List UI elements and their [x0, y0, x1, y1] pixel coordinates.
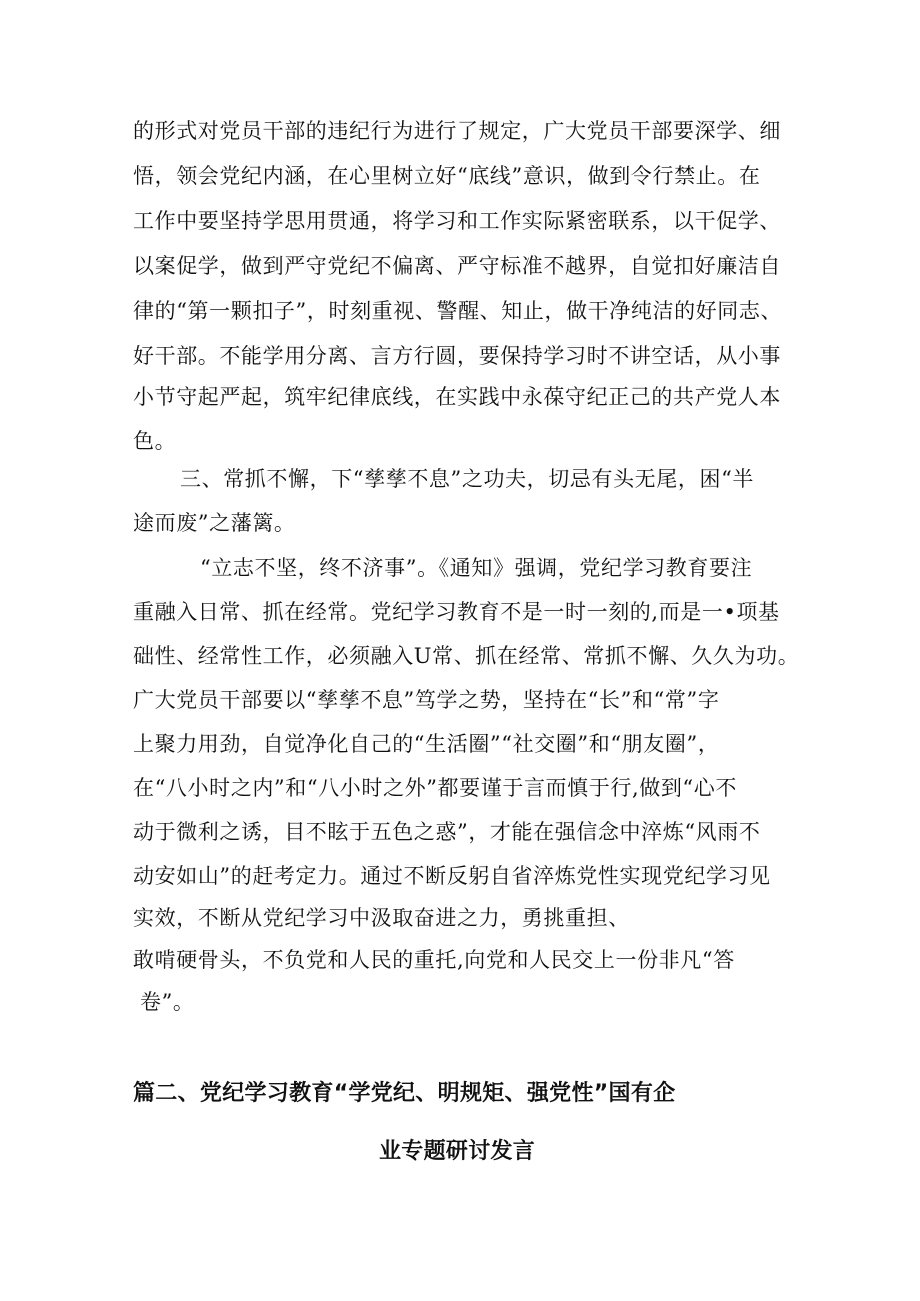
body-line: 悟，领会党纪内涵，在心里树立好“底线”意识，做到令行禁止。在: [133, 164, 761, 188]
body-line: 卷”。: [140, 990, 195, 1014]
body-line: 上聚力用劲，自觉净化自己的“生活圈”“社交圈”和“朋友圈”，: [133, 732, 720, 756]
section-heading-line: 三、常抓不懈，下“孳孳不息”之功夫，切忌有头无尾，困“半: [180, 467, 755, 491]
body-line: 工作中要坚持学思用贯通，将学习和工作实际紧密联系，以干促学、: [133, 209, 781, 233]
article-title-line-2: 业专题研讨发言: [379, 1139, 536, 1164]
body-line: 重融入日常、抓在经常。党纪学习教育不是一时一刻的,而是一•项基: [133, 600, 780, 624]
body-line: 色。: [133, 429, 177, 453]
body-line: 广大党员干部要以“孳孳不息”笃学之势，坚持在“长”和“常”字: [133, 688, 720, 712]
body-line: 的形式对党员干部的违纪行为进行了规定，广大党员干部要深学、细: [133, 119, 781, 143]
body-line: “立志不坚，终不济事”。《通知》强调，党纪学习教育要注: [200, 556, 753, 580]
body-line: 础性、经常性工作，必须融入U常、抓在经常、常抓不懈、久久为功。: [133, 644, 800, 668]
body-line: 动于微利之诱，目不眩于五色之惑”，才能在强信念中淬炼“风雨不: [133, 820, 761, 844]
body-line: 在“八小时之内”和“八小时之外”都要谨于言而慎于行,做到“心不: [133, 776, 737, 800]
body-line: 以案促学，做到严守党纪不偏离、严守标准不越界，自觉扣好廉洁自: [133, 254, 781, 278]
body-line: 实效，不断从党纪学习中汲取奋进之力，勇挑重担、: [133, 906, 630, 930]
body-line: 好干部。不能学用分离、言方行圆，要保持学习时不讲空话，从小事: [133, 344, 781, 368]
body-line: 小节守起严起，筑牢纪律底线，在实践中永葆守纪正己的共产党人本: [133, 385, 781, 409]
body-line: 敢啃硬骨头，不负党和人民的重托,向党和人民交上一份非凡“答: [133, 948, 735, 972]
body-line: 动安如山”的赶考定力。通过不断反躬自省淬炼党性实现党纪学习见: [133, 864, 771, 888]
article-title-line-1: 篇二、党纪学习教育“学党纪、明规矩、强党性”国有企: [133, 1081, 676, 1106]
section-heading-line: 途而废”之藩篱。: [133, 511, 296, 535]
body-line: 律的“第一颗扣子”，时刻重视、警醒、知止，做干净纯洁的好同志、: [133, 299, 783, 323]
